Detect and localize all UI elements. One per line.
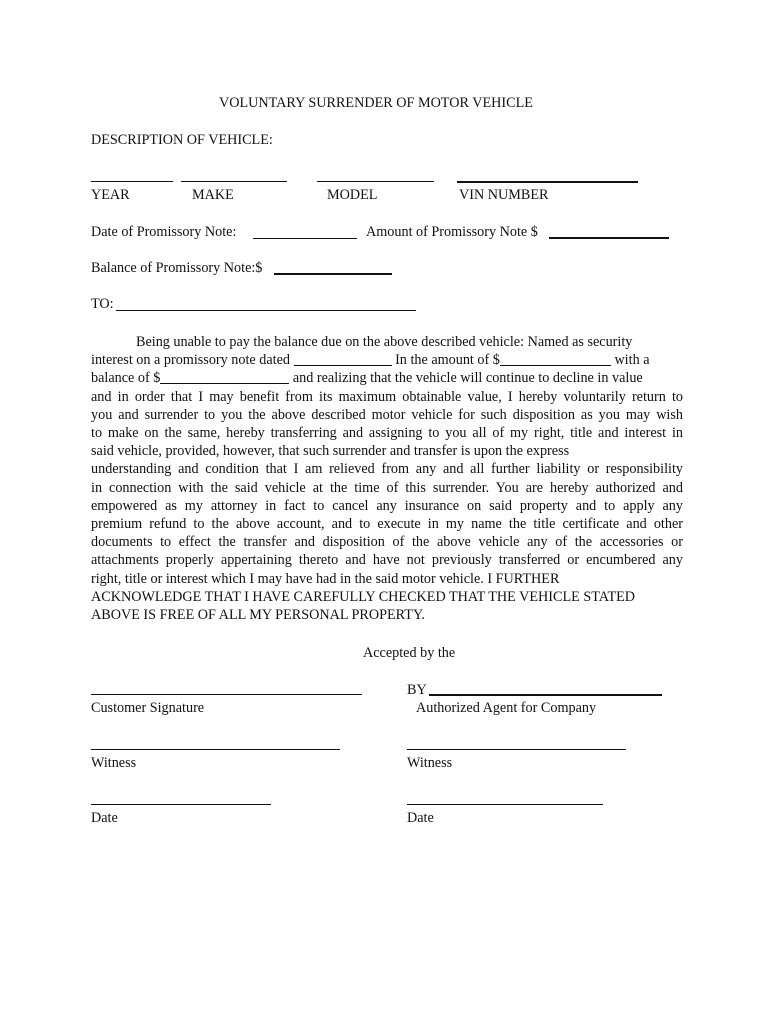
body-text: balance of $ xyxy=(91,370,161,387)
model-label: MODEL xyxy=(327,187,378,203)
promissory-date-line[interactable] xyxy=(253,238,357,239)
make-label: MAKE xyxy=(192,187,234,203)
body-line: ABOVE IS FREE OF ALL MY PERSONAL PROPERTY. xyxy=(91,607,425,624)
body-line: understanding and condition that I am relieved from any and all further liability or responsibility xyxy=(91,461,683,478)
balance-blank[interactable] xyxy=(160,370,289,384)
date-left-label: Date xyxy=(91,810,118,826)
body-text: interest on a promissory note dated xyxy=(91,352,290,369)
description-heading: DESCRIPTION OF VEHICLE: xyxy=(91,132,273,148)
document-title: VOLUNTARY SURRENDER OF MOTOR VEHICLE xyxy=(219,95,533,111)
body-text: In the amount of $ xyxy=(395,352,500,369)
body-line: attachments properly appertaining thereto and have not previously transferred or encumbered any xyxy=(91,552,683,569)
witness-right-label: Witness xyxy=(407,755,453,771)
body-line xyxy=(91,369,683,387)
body-line: said vehicle, provided, however, that such surrender and transfer is upon the express xyxy=(91,443,570,460)
body-line: ACKNOWLEDGE THAT I HAVE CAREFULLY CHECKED THAT THE VEHICLE STATED xyxy=(91,588,636,605)
body-line: to make on the same, hereby transferring and assigning to you all of my right, title and interest in xyxy=(91,425,683,442)
balance-line[interactable] xyxy=(274,273,392,275)
model-line[interactable] xyxy=(317,181,434,182)
witness-left-label: Witness xyxy=(91,755,137,771)
body-text: and realizing that the vehicle will continue to decline in value xyxy=(292,370,643,387)
note-date-blank[interactable] xyxy=(294,352,392,366)
vin-label: VIN NUMBER xyxy=(459,187,549,203)
accepted-by-label: Accepted by the xyxy=(363,645,456,661)
agent-signature-line[interactable] xyxy=(429,694,662,696)
body-line: empowered as my attorney in fact to cancel any insurance on said property and to apply any xyxy=(91,497,683,514)
year-label: YEAR xyxy=(91,187,130,203)
year-line[interactable] xyxy=(91,181,173,182)
vin-line[interactable] xyxy=(457,181,638,183)
date-right-line[interactable] xyxy=(407,804,603,805)
body-line: premium refund to the above account, and to execute in my name the title certificate and other xyxy=(91,516,683,533)
witness-left-line[interactable] xyxy=(91,749,340,750)
date-left-line[interactable] xyxy=(91,804,271,805)
promissory-amount-label: Amount of Promissory Note $ xyxy=(366,224,538,240)
body-line: you and surrender to you the above described motor vehicle for such disposition as you may wish xyxy=(91,406,683,423)
promissory-amount-line[interactable] xyxy=(549,237,669,239)
customer-signature-label: Customer Signature xyxy=(91,700,205,716)
to-label: TO: xyxy=(91,296,114,312)
body-text: with a xyxy=(614,352,650,369)
to-line[interactable] xyxy=(116,310,416,311)
make-line[interactable] xyxy=(181,181,287,182)
date-right-label: Date xyxy=(407,810,434,826)
body-paragraph xyxy=(91,333,683,624)
body-line: right, title or interest which I may have had in the said motor vehicle. I FURTHER xyxy=(91,570,560,587)
customer-signature-line[interactable] xyxy=(91,694,362,695)
authorized-agent-label: Authorized Agent for Company xyxy=(416,700,597,716)
body-line: documents to effect the transfer and disposition of the above vehicle any of the accessories or xyxy=(91,534,683,551)
by-label: BY xyxy=(407,682,427,698)
balance-label: Balance of Promissory Note:$ xyxy=(91,260,263,276)
body-line: in connection with the said vehicle at the time of this surrender. You are hereby authorized and xyxy=(91,479,683,496)
promissory-date-label: Date of Promissory Note: xyxy=(91,224,237,240)
witness-right-line[interactable] xyxy=(407,749,626,750)
body-line xyxy=(91,351,683,369)
note-amount-blank[interactable] xyxy=(500,352,611,366)
body-line: Being unable to pay the balance due on the above described vehicle: Named as security xyxy=(136,334,633,350)
body-line: and in order that I may benefit from its maximum obtainable value, I hereby voluntarily return to xyxy=(91,388,683,405)
